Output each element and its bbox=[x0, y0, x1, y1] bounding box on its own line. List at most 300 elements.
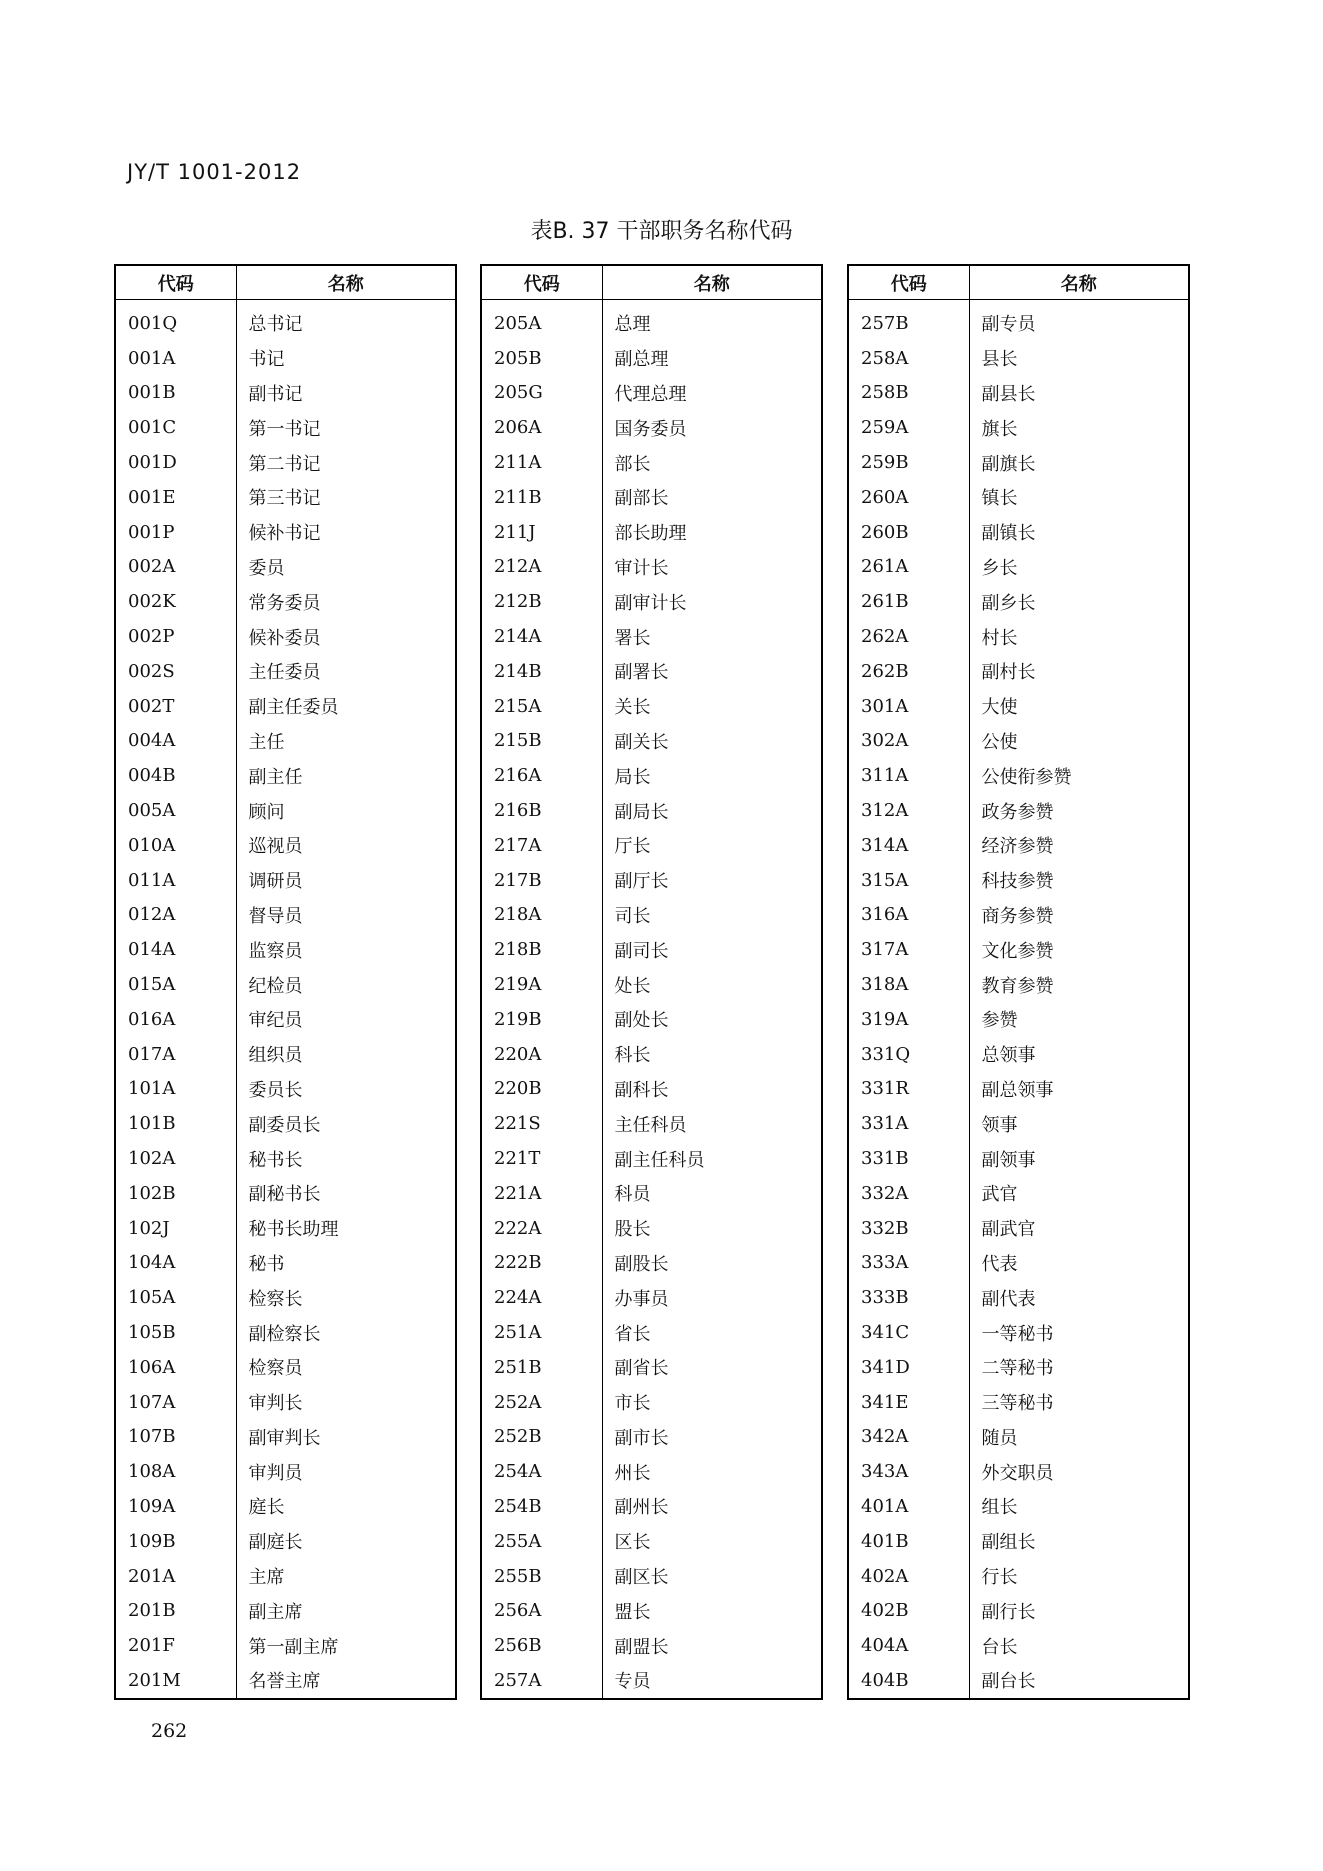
name-cell: 市长 bbox=[614, 1393, 651, 1415]
table-row bbox=[481, 1315, 822, 1350]
table-row bbox=[481, 1002, 822, 1037]
name-cell: 组织员 bbox=[248, 1045, 303, 1067]
code-cell: 201B bbox=[115, 1593, 236, 1628]
table-row bbox=[115, 1072, 456, 1107]
name-cell: 副武官 bbox=[981, 1219, 1036, 1241]
code-column-header: 代码 bbox=[848, 265, 969, 300]
table-row bbox=[848, 1246, 1189, 1281]
name-cell: 省长 bbox=[614, 1323, 651, 1345]
table-row bbox=[848, 793, 1189, 828]
code-cell: 216B bbox=[481, 793, 602, 828]
name-cell: 审判员 bbox=[248, 1462, 303, 1484]
code-cell: 311A bbox=[848, 758, 969, 793]
table-row bbox=[848, 1593, 1189, 1628]
code-cell: 257B bbox=[848, 300, 969, 341]
table-row bbox=[115, 654, 456, 689]
name-cell: 三等秘书 bbox=[981, 1393, 1054, 1415]
table-row bbox=[481, 1246, 822, 1281]
name-cell: 局长 bbox=[614, 766, 651, 788]
code-cell: 258A bbox=[848, 341, 969, 376]
code-cell: 252A bbox=[481, 1385, 602, 1420]
name-cell: 州长 bbox=[614, 1462, 651, 1484]
name-cell: 顾问 bbox=[248, 801, 285, 823]
name-cell: 副主任委员 bbox=[248, 697, 339, 719]
code-cell: 217A bbox=[481, 828, 602, 863]
code-cell: 252B bbox=[481, 1420, 602, 1455]
table-row bbox=[115, 550, 456, 585]
table-header-row bbox=[115, 265, 456, 300]
code-cell: 256A bbox=[481, 1593, 602, 1628]
code-table-1 bbox=[114, 264, 457, 1700]
code-cell: 105A bbox=[115, 1280, 236, 1315]
code-cell: 404A bbox=[848, 1628, 969, 1663]
table-row bbox=[115, 1037, 456, 1072]
table-row bbox=[481, 1663, 822, 1699]
code-cell: 014A bbox=[115, 932, 236, 967]
table-row bbox=[481, 898, 822, 933]
name-cell: 厅长 bbox=[614, 836, 651, 858]
table-row bbox=[115, 584, 456, 619]
code-cell: 254B bbox=[481, 1489, 602, 1524]
name-cell: 经济参赞 bbox=[981, 836, 1054, 858]
table-row bbox=[848, 1454, 1189, 1489]
code-cell: 315A bbox=[848, 863, 969, 898]
code-cell: 258B bbox=[848, 376, 969, 411]
page-number: 262 bbox=[151, 1720, 188, 1742]
code-cell: 331Q bbox=[848, 1037, 969, 1072]
name-cell: 候补委员 bbox=[248, 627, 321, 649]
table-row bbox=[848, 376, 1189, 411]
name-cell: 外交职员 bbox=[981, 1462, 1054, 1484]
code-cell: 217B bbox=[481, 863, 602, 898]
code-cell: 214A bbox=[481, 619, 602, 654]
name-cell: 随员 bbox=[981, 1427, 1018, 1449]
table-row bbox=[848, 1176, 1189, 1211]
table-row bbox=[115, 1454, 456, 1489]
code-cell: 251B bbox=[481, 1350, 602, 1385]
table-row bbox=[115, 932, 456, 967]
name-cell: 乡长 bbox=[981, 557, 1018, 579]
code-cell: 331R bbox=[848, 1072, 969, 1107]
name-cell: 副州长 bbox=[614, 1497, 669, 1519]
table-row bbox=[115, 1246, 456, 1281]
table-row bbox=[481, 1524, 822, 1559]
name-cell: 巡视员 bbox=[248, 836, 303, 858]
name-cell: 名誉主席 bbox=[248, 1671, 321, 1693]
code-cell: 206A bbox=[481, 410, 602, 445]
code-cell: 333A bbox=[848, 1246, 969, 1281]
table-row bbox=[481, 300, 822, 341]
name-cell: 副代表 bbox=[981, 1288, 1036, 1310]
table-row bbox=[848, 1559, 1189, 1594]
name-cell: 副旗长 bbox=[981, 453, 1036, 475]
table-row bbox=[115, 1315, 456, 1350]
code-cell: 255A bbox=[481, 1524, 602, 1559]
name-cell: 庭长 bbox=[248, 1497, 285, 1519]
name-cell: 处长 bbox=[614, 975, 651, 997]
code-cell: 222B bbox=[481, 1246, 602, 1281]
name-cell: 商务参赞 bbox=[981, 905, 1054, 927]
table-row bbox=[115, 863, 456, 898]
table-row bbox=[481, 724, 822, 759]
table-row bbox=[115, 898, 456, 933]
name-cell: 副科长 bbox=[614, 1079, 669, 1101]
code-cell: 104A bbox=[115, 1246, 236, 1281]
name-cell: 副村长 bbox=[981, 662, 1036, 684]
name-cell: 副主席 bbox=[248, 1601, 303, 1623]
code-cell: 259B bbox=[848, 445, 969, 480]
code-cell: 101A bbox=[115, 1072, 236, 1107]
table-row bbox=[848, 724, 1189, 759]
code-cell: 001A bbox=[115, 341, 236, 376]
code-cell: 109A bbox=[115, 1489, 236, 1524]
table-row bbox=[848, 1141, 1189, 1176]
code-cell: 404B bbox=[848, 1663, 969, 1699]
name-cell: 副台长 bbox=[981, 1671, 1036, 1693]
name-cell: 总理 bbox=[614, 314, 651, 336]
code-cell: 001P bbox=[115, 515, 236, 550]
table-row bbox=[848, 1420, 1189, 1455]
table-row bbox=[481, 1211, 822, 1246]
table-row bbox=[115, 1628, 456, 1663]
name-cell: 大使 bbox=[981, 697, 1018, 719]
table-row bbox=[848, 445, 1189, 480]
code-cell: 254A bbox=[481, 1454, 602, 1489]
code-cell: 318A bbox=[848, 967, 969, 1002]
table-row bbox=[848, 967, 1189, 1002]
code-cell: 215B bbox=[481, 724, 602, 759]
table-row bbox=[848, 550, 1189, 585]
table-row bbox=[115, 619, 456, 654]
table-row bbox=[481, 1559, 822, 1594]
name-column-header: 名称 bbox=[236, 265, 456, 300]
code-cell: 102A bbox=[115, 1141, 236, 1176]
table-row bbox=[115, 689, 456, 724]
table-row bbox=[115, 1385, 456, 1420]
code-cell: 002A bbox=[115, 550, 236, 585]
table-row bbox=[848, 1628, 1189, 1663]
code-cell: 211J bbox=[481, 515, 602, 550]
name-cell: 副审计长 bbox=[614, 592, 687, 614]
code-cell: 332B bbox=[848, 1211, 969, 1246]
code-cell: 257A bbox=[481, 1663, 602, 1699]
name-cell: 副厅长 bbox=[614, 871, 669, 893]
code-cell: 011A bbox=[115, 863, 236, 898]
code-cell: 218B bbox=[481, 932, 602, 967]
table-row bbox=[481, 1176, 822, 1211]
table-row bbox=[481, 1385, 822, 1420]
code-cell: 259A bbox=[848, 410, 969, 445]
code-cell: 215A bbox=[481, 689, 602, 724]
code-tables bbox=[114, 264, 1184, 1694]
code-cell: 332A bbox=[848, 1176, 969, 1211]
table-row bbox=[848, 1106, 1189, 1141]
table-title: 表B. 37 干部职务名称代码 bbox=[530, 219, 793, 244]
table-row bbox=[481, 1420, 822, 1455]
table-row bbox=[848, 1037, 1189, 1072]
name-cell: 副委员长 bbox=[248, 1114, 321, 1136]
code-cell: 402A bbox=[848, 1559, 969, 1594]
table-row bbox=[115, 828, 456, 863]
table-row bbox=[848, 300, 1189, 341]
name-cell: 县长 bbox=[981, 349, 1018, 371]
table-row bbox=[115, 1141, 456, 1176]
table-row bbox=[481, 550, 822, 585]
code-column-header: 代码 bbox=[481, 265, 602, 300]
name-cell: 副乡长 bbox=[981, 592, 1036, 614]
name-cell: 第一书记 bbox=[248, 418, 321, 440]
table-row bbox=[115, 1663, 456, 1699]
table-row bbox=[848, 654, 1189, 689]
name-cell: 政务参赞 bbox=[981, 801, 1054, 823]
code-cell: 317A bbox=[848, 932, 969, 967]
code-cell: 109B bbox=[115, 1524, 236, 1559]
code-cell: 342A bbox=[848, 1420, 969, 1455]
code-cell: 002P bbox=[115, 619, 236, 654]
name-cell: 署长 bbox=[614, 627, 651, 649]
code-column-header: 代码 bbox=[115, 265, 236, 300]
name-cell: 副省长 bbox=[614, 1358, 669, 1380]
name-cell: 秘书长 bbox=[248, 1149, 303, 1171]
code-cell: 205A bbox=[481, 300, 602, 341]
code-cell: 301A bbox=[848, 689, 969, 724]
name-cell: 副秘书长 bbox=[248, 1184, 321, 1206]
code-cell: 001C bbox=[115, 410, 236, 445]
name-cell: 代表 bbox=[981, 1253, 1018, 1275]
code-cell: 106A bbox=[115, 1350, 236, 1385]
code-cell: 222A bbox=[481, 1211, 602, 1246]
name-column-header: 名称 bbox=[602, 265, 822, 300]
name-cell: 秘书长助理 bbox=[248, 1219, 339, 1241]
code-cell: 314A bbox=[848, 828, 969, 863]
code-cell: 260B bbox=[848, 515, 969, 550]
name-cell: 主席 bbox=[248, 1567, 285, 1589]
table-row bbox=[115, 515, 456, 550]
name-cell: 参赞 bbox=[981, 1010, 1018, 1032]
table-row bbox=[481, 1037, 822, 1072]
code-cell: 316A bbox=[848, 898, 969, 933]
table-row bbox=[481, 1628, 822, 1663]
table-row bbox=[481, 1489, 822, 1524]
name-cell: 部长 bbox=[614, 453, 651, 475]
name-cell: 副主任 bbox=[248, 766, 303, 788]
name-cell: 组长 bbox=[981, 1497, 1018, 1519]
table-row bbox=[115, 1106, 456, 1141]
name-cell: 公使衔参赞 bbox=[981, 766, 1072, 788]
code-cell: 201F bbox=[115, 1628, 236, 1663]
code-cell: 101B bbox=[115, 1106, 236, 1141]
table-row bbox=[848, 1315, 1189, 1350]
name-cell: 副总理 bbox=[614, 349, 669, 371]
code-cell: 001Q bbox=[115, 300, 236, 341]
name-cell: 监察员 bbox=[248, 940, 303, 962]
table-row bbox=[848, 584, 1189, 619]
code-cell: 102J bbox=[115, 1211, 236, 1246]
code-cell: 220B bbox=[481, 1072, 602, 1107]
code-cell: 341D bbox=[848, 1350, 969, 1385]
name-cell: 副市长 bbox=[614, 1427, 669, 1449]
code-table-2 bbox=[480, 264, 823, 1700]
table-row bbox=[481, 689, 822, 724]
code-cell: 205G bbox=[481, 376, 602, 411]
name-cell: 检察员 bbox=[248, 1358, 303, 1380]
table-row bbox=[115, 1350, 456, 1385]
table-row bbox=[481, 1454, 822, 1489]
name-column-header: 名称 bbox=[969, 265, 1189, 300]
code-cell: 319A bbox=[848, 1002, 969, 1037]
code-cell: 401A bbox=[848, 1489, 969, 1524]
code-cell: 302A bbox=[848, 724, 969, 759]
code-cell: 219A bbox=[481, 967, 602, 1002]
table-row bbox=[481, 758, 822, 793]
code-cell: 221S bbox=[481, 1106, 602, 1141]
table-row bbox=[848, 410, 1189, 445]
code-cell: 002K bbox=[115, 584, 236, 619]
table-row bbox=[115, 1593, 456, 1628]
code-cell: 010A bbox=[115, 828, 236, 863]
code-cell: 211A bbox=[481, 445, 602, 480]
code-cell: 001E bbox=[115, 480, 236, 515]
code-cell: 341E bbox=[848, 1385, 969, 1420]
name-cell: 副司长 bbox=[614, 940, 669, 962]
table-row bbox=[848, 1350, 1189, 1385]
name-cell: 副盟长 bbox=[614, 1636, 669, 1658]
table-row bbox=[848, 1280, 1189, 1315]
table-row bbox=[481, 1593, 822, 1628]
table-row bbox=[115, 1489, 456, 1524]
name-cell: 副书记 bbox=[248, 383, 303, 405]
name-cell: 秘书 bbox=[248, 1253, 285, 1275]
name-cell: 司长 bbox=[614, 905, 651, 927]
name-cell: 公使 bbox=[981, 731, 1018, 753]
name-cell: 科长 bbox=[614, 1045, 651, 1067]
code-cell: 343A bbox=[848, 1454, 969, 1489]
table-row bbox=[848, 932, 1189, 967]
name-cell: 股长 bbox=[614, 1219, 651, 1241]
name-cell: 总书记 bbox=[248, 314, 303, 336]
name-cell: 副区长 bbox=[614, 1567, 669, 1589]
table-row bbox=[848, 480, 1189, 515]
code-cell: 331B bbox=[848, 1141, 969, 1176]
code-cell: 212B bbox=[481, 584, 602, 619]
code-cell: 105B bbox=[115, 1315, 236, 1350]
name-cell: 教育参赞 bbox=[981, 975, 1054, 997]
table-row bbox=[481, 1141, 822, 1176]
name-cell: 部长助理 bbox=[614, 523, 687, 545]
table-row bbox=[481, 1350, 822, 1385]
name-cell: 审纪员 bbox=[248, 1010, 303, 1032]
name-cell: 副股长 bbox=[614, 1253, 669, 1275]
name-cell: 副检察长 bbox=[248, 1323, 321, 1345]
name-cell: 纪检员 bbox=[248, 975, 303, 997]
code-cell: 012A bbox=[115, 898, 236, 933]
name-cell: 审判长 bbox=[248, 1393, 303, 1415]
table-row bbox=[115, 300, 456, 341]
code-cell: 256B bbox=[481, 1628, 602, 1663]
code-cell: 005A bbox=[115, 793, 236, 828]
name-cell: 第二书记 bbox=[248, 453, 321, 475]
name-cell: 副部长 bbox=[614, 488, 669, 510]
table-row bbox=[115, 445, 456, 480]
table-row bbox=[481, 967, 822, 1002]
table-row bbox=[481, 515, 822, 550]
table-row bbox=[481, 445, 822, 480]
code-cell: 218A bbox=[481, 898, 602, 933]
name-cell: 主任科员 bbox=[614, 1114, 687, 1136]
code-cell: 224A bbox=[481, 1280, 602, 1315]
table-row bbox=[115, 1211, 456, 1246]
name-cell: 旗长 bbox=[981, 418, 1018, 440]
code-cell: 262B bbox=[848, 654, 969, 689]
name-cell: 副关长 bbox=[614, 731, 669, 753]
name-cell: 副署长 bbox=[614, 662, 669, 684]
name-cell: 总领事 bbox=[981, 1045, 1036, 1067]
table-row bbox=[481, 654, 822, 689]
table-row bbox=[848, 828, 1189, 863]
name-cell: 二等秘书 bbox=[981, 1358, 1054, 1380]
code-cell: 205B bbox=[481, 341, 602, 376]
code-cell: 220A bbox=[481, 1037, 602, 1072]
table-header-row bbox=[848, 265, 1189, 300]
table-row bbox=[481, 793, 822, 828]
table-row bbox=[481, 584, 822, 619]
code-cell: 108A bbox=[115, 1454, 236, 1489]
name-cell: 副局长 bbox=[614, 801, 669, 823]
name-cell: 副总领事 bbox=[981, 1079, 1054, 1101]
table-row bbox=[481, 828, 822, 863]
name-cell: 副处长 bbox=[614, 1010, 669, 1032]
table-row bbox=[848, 515, 1189, 550]
code-cell: 102B bbox=[115, 1176, 236, 1211]
code-cell: 221T bbox=[481, 1141, 602, 1176]
name-cell: 副庭长 bbox=[248, 1532, 303, 1554]
name-cell: 候补书记 bbox=[248, 523, 321, 545]
name-cell: 副行长 bbox=[981, 1601, 1036, 1623]
code-cell: 015A bbox=[115, 967, 236, 1002]
table-row bbox=[115, 341, 456, 376]
code-cell: 107B bbox=[115, 1420, 236, 1455]
code-cell: 017A bbox=[115, 1037, 236, 1072]
code-cell: 312A bbox=[848, 793, 969, 828]
table-row bbox=[115, 1420, 456, 1455]
code-cell: 260A bbox=[848, 480, 969, 515]
table-row bbox=[848, 1072, 1189, 1107]
code-cell: 004A bbox=[115, 724, 236, 759]
code-cell: 216A bbox=[481, 758, 602, 793]
table-row bbox=[115, 967, 456, 1002]
code-cell: 201M bbox=[115, 1663, 236, 1699]
name-cell: 主任委员 bbox=[248, 662, 321, 684]
code-cell: 212A bbox=[481, 550, 602, 585]
table-row bbox=[848, 1663, 1189, 1699]
name-cell: 副镇长 bbox=[981, 523, 1036, 545]
code-cell: 402B bbox=[848, 1593, 969, 1628]
table-row bbox=[848, 758, 1189, 793]
table-row bbox=[481, 932, 822, 967]
table-row bbox=[481, 619, 822, 654]
code-cell: 201A bbox=[115, 1559, 236, 1594]
name-cell: 领事 bbox=[981, 1114, 1018, 1136]
code-cell: 219B bbox=[481, 1002, 602, 1037]
table-row bbox=[115, 758, 456, 793]
code-cell: 333B bbox=[848, 1280, 969, 1315]
table-row bbox=[848, 341, 1189, 376]
table-header-row bbox=[481, 265, 822, 300]
table-row bbox=[115, 793, 456, 828]
name-cell: 关长 bbox=[614, 697, 651, 719]
name-cell: 副县长 bbox=[981, 383, 1036, 405]
table-row bbox=[848, 1524, 1189, 1559]
